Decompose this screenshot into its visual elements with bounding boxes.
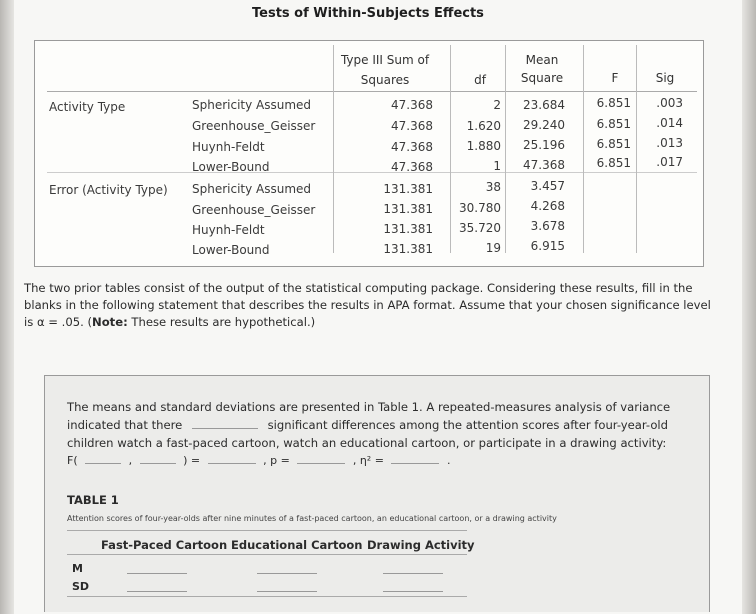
significance-blank[interactable] (192, 418, 258, 429)
ms-cell: 6.915 (530, 239, 565, 253)
method-cell: Greenhouse_Geisser (192, 119, 316, 133)
m-educational-blank[interactable] (257, 573, 317, 574)
table1-caption: Attention scores of four-year-olds after nine minutes of a fast-paced cartoon, an educational cartoon, or a drawing activity (67, 514, 557, 523)
statement-line (67, 416, 687, 434)
col-header-ss-1: Type III Sum of (340, 53, 430, 67)
ss-cell: 47.368 (391, 119, 433, 133)
instructions-text: is α = .05. ( (24, 315, 93, 329)
method-cell: Lower-Bound (192, 243, 270, 257)
method-cell: Sphericity Assumed (192, 98, 312, 112)
ms-cell: 3.678 (530, 219, 565, 233)
effect-label: Activity Type (49, 100, 126, 114)
df2-blank[interactable] (140, 453, 176, 464)
col-divider (450, 45, 451, 253)
instructions-line: The two prior tables consist of the output of the statistical computing package. Considering these results, fill in the (24, 281, 693, 295)
table1-col-educational: Educational Cartoon (231, 538, 363, 552)
ss-cell: 131.381 (383, 202, 433, 216)
ss-cell: 47.368 (391, 140, 433, 154)
document-page (14, 0, 742, 614)
statement-paragraph (67, 398, 687, 470)
df-cell: 2 (493, 98, 501, 112)
sd-educational-blank[interactable] (257, 591, 317, 592)
table1-row-m: M (72, 562, 83, 575)
sig-cell: .013 (656, 136, 683, 150)
col-header-sig: Sig (655, 71, 675, 85)
f-cell: 6.851 (596, 137, 631, 151)
method-cell: Huynh-Feldt (192, 223, 265, 237)
sig-cell: .017 (656, 155, 683, 169)
page-right-edge (742, 0, 756, 614)
eta-value-blank[interactable] (391, 453, 439, 464)
effect-label: Error (Activity Type) (49, 183, 168, 197)
col-header-f: F (611, 71, 619, 85)
col-header-ss-2: Squares (360, 73, 410, 87)
p-label: , p = (263, 454, 290, 467)
apa-line (67, 452, 687, 470)
df-cell: 38 (485, 180, 501, 194)
answer-box (44, 375, 710, 612)
ss-cell: 131.381 (383, 242, 433, 256)
method-cell: Sphericity Assumed (192, 182, 312, 196)
f-label: F( (67, 454, 78, 467)
m-drawing-blank[interactable] (383, 573, 443, 574)
table1-col-fast: Fast-Paced Cartoon (101, 538, 228, 552)
col-header-ms-1: Mean (525, 53, 559, 67)
df-cell: 1 (493, 159, 501, 173)
f-cell: 6.851 (596, 156, 631, 170)
ms-cell: 47.368 (523, 158, 565, 172)
ss-cell: 47.368 (391, 160, 433, 174)
period: . (446, 454, 451, 467)
table1-label: TABLE 1 (67, 493, 119, 507)
method-cell: Huynh-Feldt (192, 140, 265, 154)
ms-cell: 23.684 (523, 98, 565, 112)
table1-header-rule (67, 554, 467, 555)
ms-cell: 29.240 (523, 118, 565, 132)
statement-line: The means and standard deviations are presented in Table 1. A repeated-measures analysis of variance (67, 400, 671, 414)
df-cell: 1.880 (466, 139, 501, 153)
within-subjects-table (34, 40, 704, 267)
sd-fast-blank[interactable] (127, 591, 187, 592)
statement-text: indicated that there (67, 418, 183, 432)
f-equals: ) = (183, 454, 201, 467)
df-cell: 19 (485, 241, 501, 255)
instructions-paragraph (24, 280, 714, 331)
table-title: Tests of Within-Subjects Effects (252, 6, 484, 21)
method-cell: Lower-Bound (192, 160, 270, 174)
instructions-text: These results are hypothetical.) (127, 315, 316, 329)
header-rule (47, 91, 697, 92)
ss-cell: 131.381 (383, 222, 433, 236)
table1-top-rule (67, 530, 467, 531)
ms-cell: 4.268 (530, 199, 565, 213)
statement-line: children watch a fast-paced cartoon, watch an educational cartoon, or participate in a drawing activity: (67, 436, 667, 450)
ms-cell: 3.457 (530, 179, 565, 193)
table1-col-drawing: Drawing Activity (367, 538, 475, 552)
col-divider (333, 45, 334, 253)
p-value-blank[interactable] (297, 453, 345, 464)
ms-cell: 25.196 (523, 138, 565, 152)
sig-cell: .003 (656, 96, 683, 110)
table1-row-sd: SD (72, 580, 90, 593)
statement-text: significant differences among the attention scores after four-year-old (267, 418, 668, 432)
page-left-edge (0, 0, 14, 614)
df-cell: 1.620 (466, 119, 501, 133)
col-header-df: df (474, 73, 486, 87)
df1-blank[interactable] (85, 453, 121, 464)
eta-label: , η² = (352, 454, 384, 467)
f-value-blank[interactable] (208, 453, 256, 464)
df-cell: 35.720 (459, 221, 501, 235)
m-fast-blank[interactable] (127, 573, 187, 574)
note-label: Note: (92, 315, 128, 329)
table1-bottom-rule (67, 596, 467, 597)
method-cell: Greenhouse_Geisser (192, 203, 316, 217)
col-header-ms-2: Square (520, 71, 564, 85)
f-cell: 6.851 (596, 96, 631, 110)
comma: , (128, 454, 133, 467)
sd-drawing-blank[interactable] (383, 591, 443, 592)
ss-cell: 131.381 (383, 182, 433, 196)
f-cell: 6.851 (596, 117, 631, 131)
instructions-line: blanks in the following statement that describes the results in APA format. Assume that your chosen significance level (24, 298, 711, 312)
sig-cell: .014 (656, 116, 683, 130)
ss-cell: 47.368 (391, 98, 433, 112)
col-divider (636, 45, 637, 253)
col-divider (583, 45, 584, 253)
df-cell: 30.780 (459, 201, 501, 215)
instructions-line (24, 314, 714, 331)
